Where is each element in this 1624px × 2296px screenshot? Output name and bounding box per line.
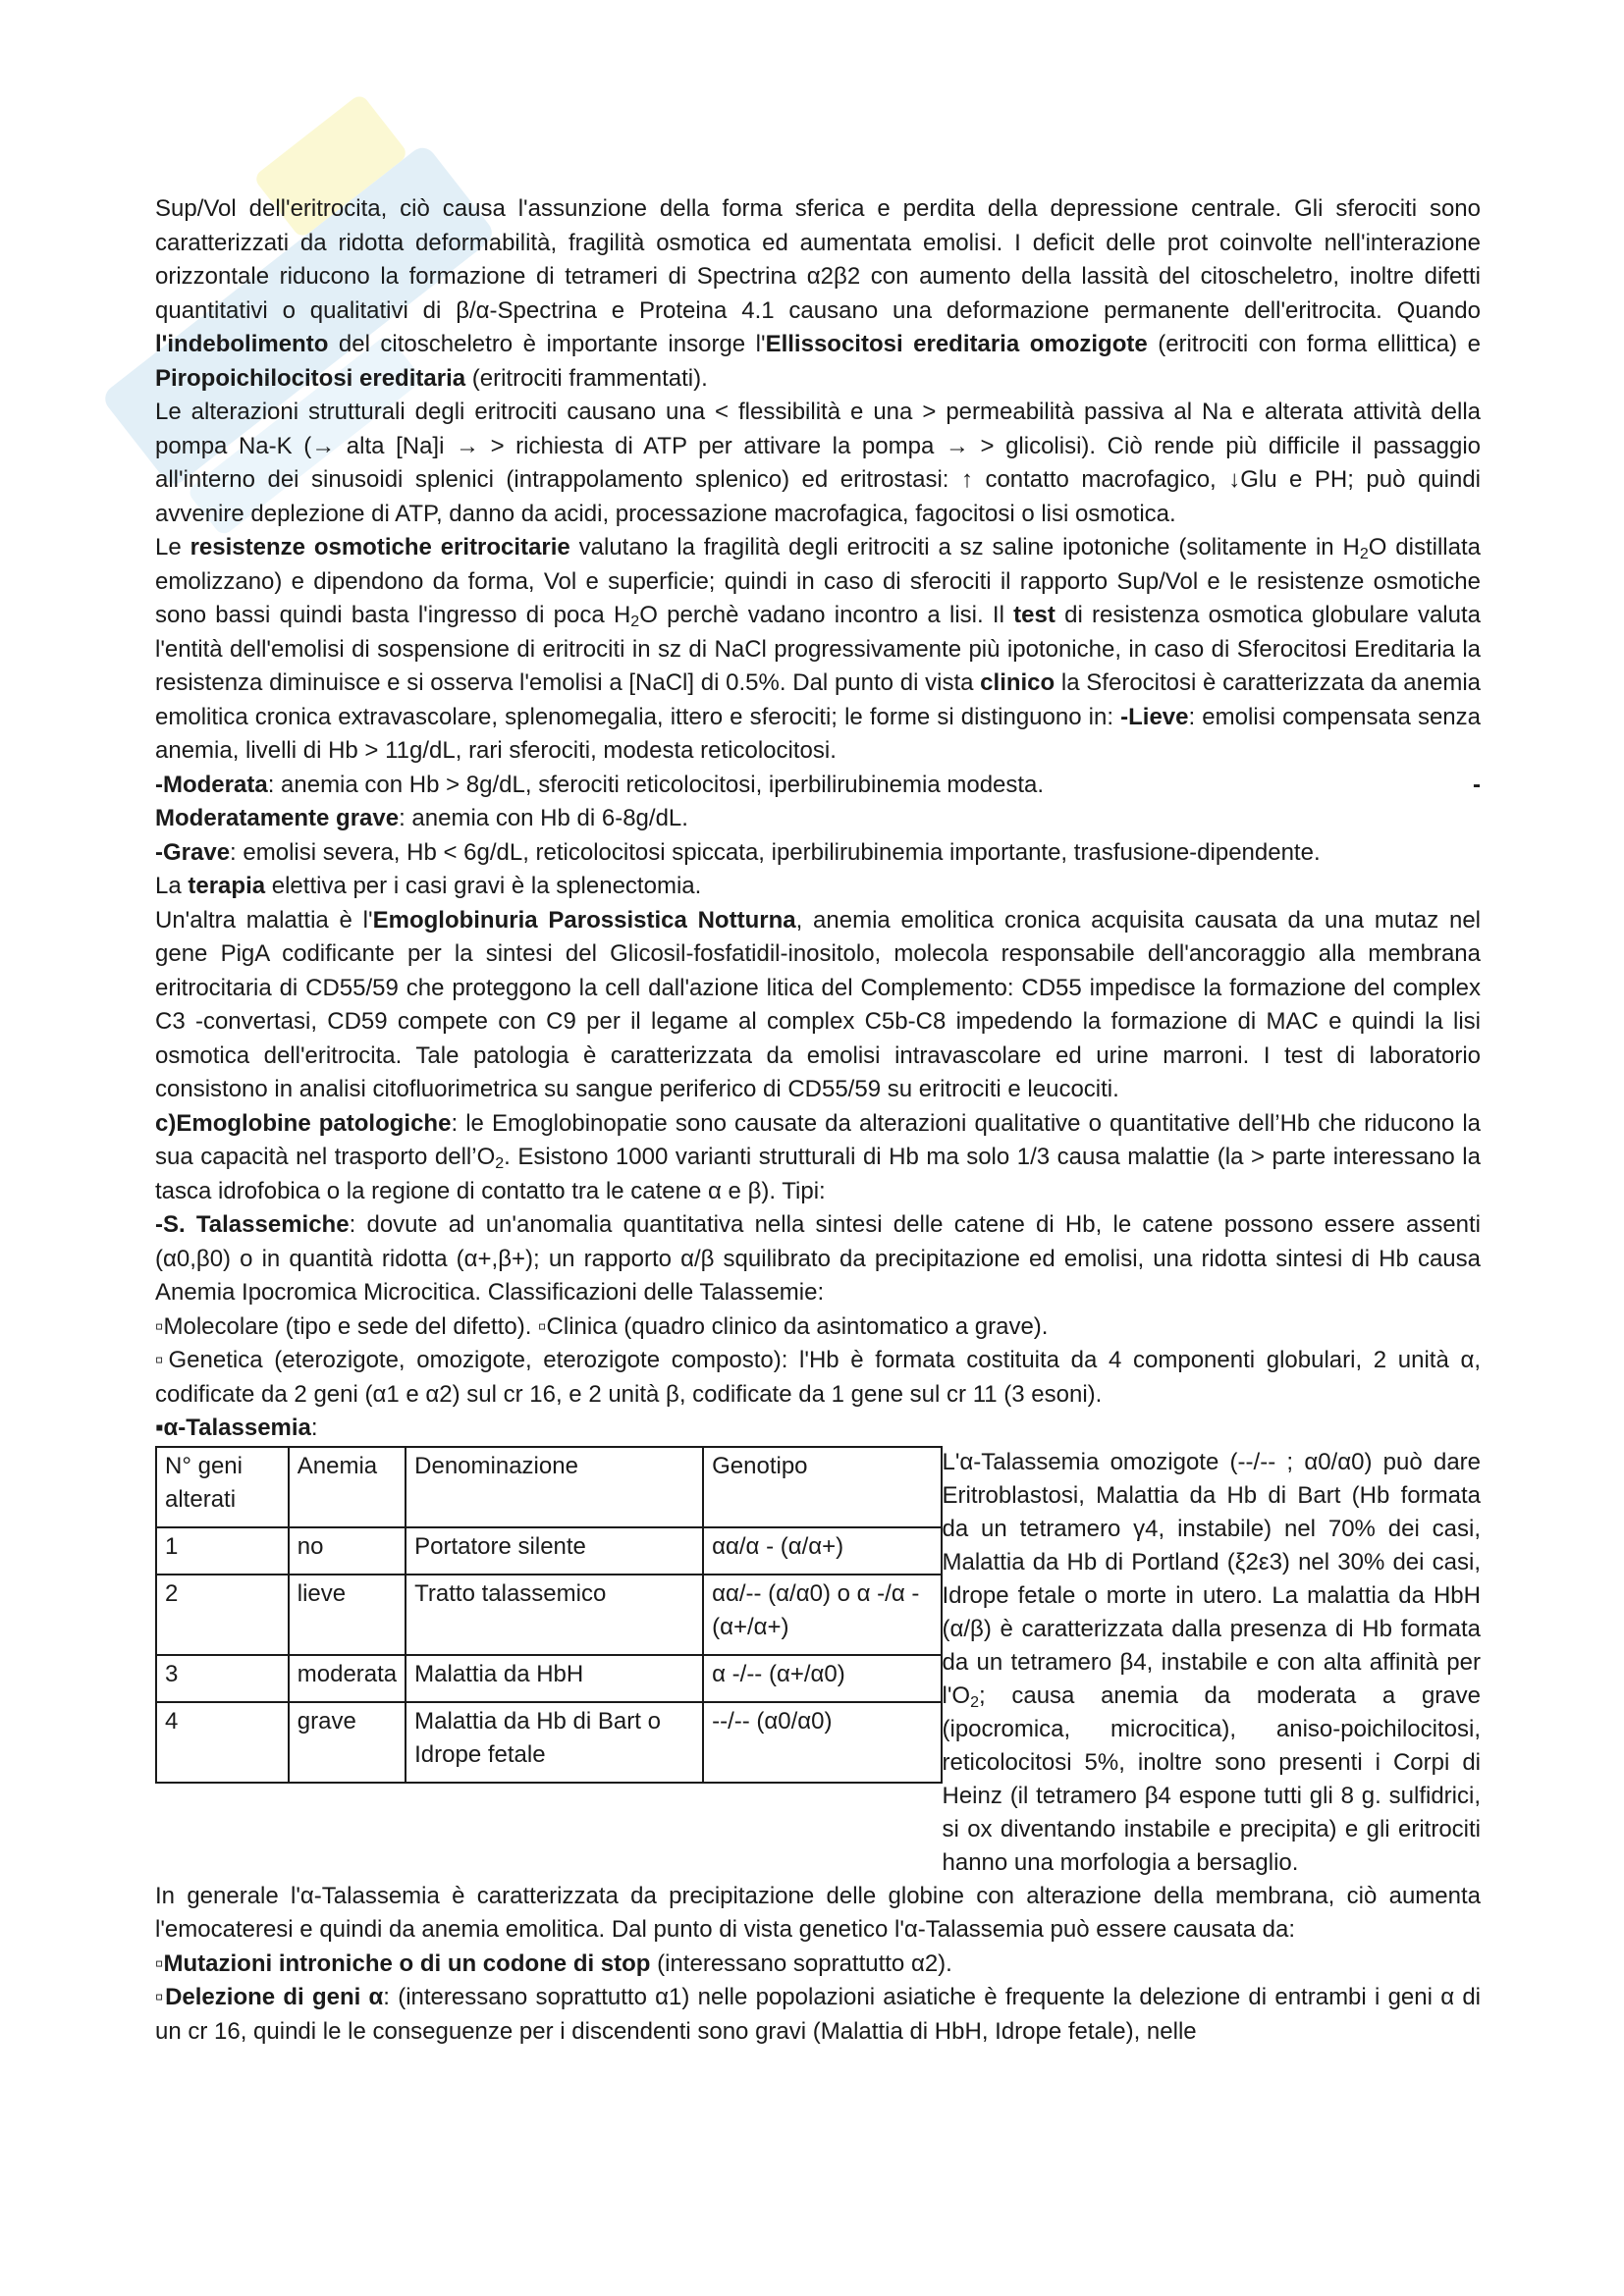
- table-cell: Malattia da Hb di Bart o Idrope fetale: [406, 1702, 703, 1783]
- paragraph-moderatamente-grave: Moderatamente grave: anemia con Hb di 6-8g/dL.: [155, 805, 688, 831]
- table-header-cell: Anemia: [289, 1447, 406, 1527]
- paragraph-sferocitosi-intro: Sup/Vol dell'eritrocita, ciò causa l'assunzione della forma sferica e perdita della depressione centrale. Gli sferociti sono caratterizzati da ridotta deformabilità, fragilità osmotica ed aumentata emolisi. I deficit delle prot coinvolte nell'interazione orizzontale riducono la formazione di tetrameri di Spectrina α2β2 con aumento della lassità del citoscheletro, inoltre difetti quantitativi o qualitativi di β/α-Spectrina e Proteina 4.1 causano una deformazione permanente dell'eritrocita. Quando l'indebolimento del citoscheletro è importante insorge l'Ellissocitosi ereditaria omozigote (eritrociti con forma ellittica) e Piropoichilocitosi ereditaria (eritrociti frammentati).: [155, 195, 1482, 392]
- heading-alfa-talassemia: ▪α-Talassemia:: [155, 1415, 318, 1441]
- paragraph-classificazioni: ▫Molecolare (tipo e sede del difetto). ▫Clinica (quadro clinico da asintomatico a grave).: [155, 1312, 1049, 1340]
- table-row: [156, 1527, 942, 1575]
- table-cell: 1: [156, 1527, 289, 1575]
- table-header-row: [156, 1447, 942, 1527]
- table-cell: αα/α - (α/α+): [703, 1527, 941, 1575]
- paragraph-moderata: -Moderata: anemia con Hb > 8g/dL, sferociti reticolocitosi, iperbilirubinemia modesta. -: [155, 771, 1481, 798]
- paragraph-alfa-generale: In generale l'α-Talassemia è caratterizzata da precipitazione delle globine con alterazione della membrana, ciò aumenta l'emocateresi e quindi da anemia emolitica. Dal punto di vista genetico l'α-Talassemia può essere causata da:: [155, 1882, 1481, 1943]
- paragraph-talassemiche: -S. Talassemiche: dovute ad un'anomalia quantitativa nella sintesi delle catene di Hb, le catene possono essere assenti (α0,β0) o in quantità ridotta (α+,β+); un rapporto α/β squilibrato da precipitazione ed emolisi, una ridotta sintesi di Hb causa Anemia Ipocromica Microcitica. Classificazioni delle Talassemie:: [155, 1211, 1482, 1306]
- table-cell: α -/-- (α+/α0): [703, 1655, 941, 1702]
- table-cell: αα/-- (α/α0) o α -/α - (α+/α+): [703, 1575, 941, 1655]
- paragraph-alterazioni: Le alterazioni strutturali degli eritrociti causano una < flessibilità e una > permeabilità passiva al Na e alterata attività della pompa Na-K (→ alta [Na]i → > richiesta di ATP per attivare la pompa → > glicolisi). Ciò rende più difficile il passaggio all'interno dei sinusoidi splenici (intrappolamento splenico) ed eritrostasi: ↑ contatto macrofagico, ↓Glu e PH; può quindi avvenire deplezione di ATP, danno da acidi, processazione macrofagica, fagocitosi o lisi osmotica.: [155, 399, 1481, 527]
- table-cell: lieve: [289, 1575, 406, 1655]
- table-cell: no: [289, 1527, 406, 1575]
- table-header-cell: Genotipo: [703, 1447, 941, 1527]
- table-cell: 3: [156, 1655, 289, 1702]
- table-cell: 2: [156, 1575, 289, 1655]
- table-cell: --/-- (α0/α0): [703, 1702, 941, 1783]
- table-row: [156, 1702, 942, 1783]
- paragraph-emoglobine-patologiche: c)Emoglobine patologiche: le Emoglobinopatie sono causate da alterazioni qualitative o quantitative dell’Hb che riducono la sua capacità nel trasporto $dell’O_2$. Esistono 1000 varianti strutturali di Hb ma solo 1/3 causa malattie (la > parte interessano la tasca idrofobica o la regione di contatto tra le catene α e β). Tipi:: [155, 1109, 1482, 1204]
- table-cell: Tratto talassemico: [406, 1575, 703, 1655]
- paragraph-grave: -Grave: emolisi severa, Hb < 6g/dL, reticolocitosi spiccata, iperbilirubinemia importante, trasfusione-dipendente.: [155, 838, 1321, 866]
- paragraph-terapia: La terapia elettiva per i casi gravi è la splenectomia.: [155, 873, 702, 899]
- table-cell: grave: [289, 1702, 406, 1783]
- paragraph-delezione: ▫Delezione di geni α: (interessano soprattutto α1) nelle popolazioni asiatiche è frequente la delezione di entrambi i geni α di un cr 16, quindi le le conseguenze per i discendenti sono gravi (Malattia di HbH, Idrope fetale), nelle: [155, 1984, 1481, 2045]
- paragraph-alfa-omozigote: L'α-Talassemia omozigote (--/-- ; α0/α0) può dare Eritroblastosi, Malattia da Hb di Bart (Hb formata da un tetramero γ4, instabile) nel 70% dei casi, Malattia da Hb di Portland (ξ2ε3) nel 30% dei casi, Idrope fetale o morte in utero. La malattia da HbH (α/β) è caratterizzata dalla presenza di Hb formata da un tetramero β4, instabile e con alta affinità per $l'O_2$; causa anemia da moderata a grave (ipocromica, microcitica), aniso-poichilocitosi, reticolocitosi 5%, inoltre sono presenti i Corpi di Heinz (il tetramero β4 espone tutti gli 8 g. sulfidrici, si ox diventando instabile e precipita) e gli eritrociti hanno una morfologia a bersaglio.: [942, 1448, 1481, 1876]
- table-cell: moderata: [289, 1655, 406, 1702]
- paragraph-genetica: ▫Genetica (eterozigote, omozigote, eterozigote composto): l'Hb è formata costituita da 4 componenti globulari, 2 unità α, codificate da 2 geni (α1 e α2) sul cr 16, e 2 unità β, codificate da 1 gene sul cr 11 (3 esoni).: [155, 1347, 1481, 1408]
- table-row: [156, 1575, 942, 1655]
- paragraph-resistenze-osmotiche: Le resistenze osmotiche eritrocitarie valutano la fragilità degli eritrociti a sz saline ipotoniche (solitamente in $H_2O$ distillata emolizzano) e dipendono da forma, Vol e superficie; quindi in caso di sferociti il rapporto Sup/Vol e le resistenze osmotiche sono bassi quindi basta l'ingresso di poca $H_2O$ perchè vadano incontro a lisi. Il test di resistenza osmotica globulare valuta l'entità dell'emolisi di sospensione di eritrociti in sz di NaCl progressivamente più ipotoniche, in caso di Sferocitosi Ereditaria la resistenza diminuisce e si osserva l'emolisi a [NaCl] di 0.5%. Dal punto di vista clinico la Sferocitosi è caratterizzata da anemia emolitica cronica extravascolare, splenomegalia, ittero e sferociti; le forme si distinguono in: -Lieve: emolisi compensata senza anemia, livelli di Hb > 11g/dL, rari sferociti, modesta reticolocitosi.: [155, 534, 1481, 764]
- table-header-cell: Denominazione: [406, 1447, 703, 1527]
- paragraph-epn: Un'altra malattia è l'Emoglobinuria Parossistica Notturna, anemia emolitica cronica acquisita causata da una mutaz nel gene PigA codificante per la sintesi del Glicosil-fosfatidil-inositolo, molecola responsabile dell'ancoraggio alla membrana eritrocitaria di CD55/59 che proteggono la cell dall'azione litica del Complemento: CD55 impedisce la formazione del complex C3 -convertasi, CD59 compete con C9 per il legame al complex C5b-C8 impedendo la formazione di MAC e quindi la lisi osmotica dell'eritrocita. Tale patologia è caratterizzata da emolisi intravascolare ed urine marroni. I test di laboratorio consistono in analisi citofluorimetrica su sangue periferico di CD55/59 su eritrociti e leucociti.: [155, 906, 1482, 1102]
- table-row: [156, 1655, 942, 1702]
- alfa-talassemia-table: [155, 1446, 943, 1784]
- table-cell: Portatore silente: [406, 1527, 703, 1575]
- paragraph-mutazioni: ▫Mutazioni introniche o di un codone di stop (interessano soprattutto α2).: [155, 1949, 952, 1977]
- document-body: [155, 192, 1481, 2049]
- table-cell: 4: [156, 1702, 289, 1783]
- table-section: [155, 1446, 1481, 1880]
- table-header-cell: N° geni alterati: [156, 1447, 289, 1527]
- table-cell: Malattia da HbH: [406, 1655, 703, 1702]
